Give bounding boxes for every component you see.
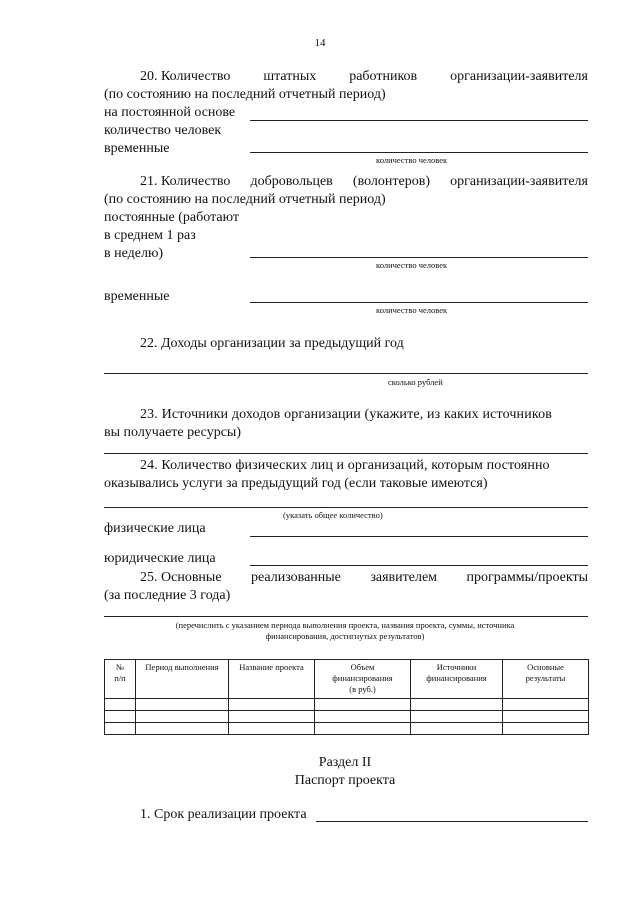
q20-temporary-label: временные (104, 141, 170, 156)
table-header-period: Период выполнения (136, 660, 229, 699)
q23-line1: 23. Источники доходов организации (укажите, из каких источников (140, 407, 552, 422)
table-header-amount: Объем финансирования (в руб.) (315, 660, 411, 699)
q20-permanent-count-label: количество человек (104, 123, 222, 138)
q24-line2: оказывались услуги за предыдущий год (если таковые имеются) (104, 476, 488, 491)
section-title: Раздел II (318, 755, 372, 770)
q20-line2: (по состоянию на последний отчетный период) (104, 87, 386, 102)
table-row (105, 699, 589, 711)
table-cell[interactable] (411, 711, 503, 723)
table-cell[interactable] (229, 711, 315, 723)
q21-permanent-label-2: в среднем 1 раз (104, 228, 196, 243)
table-cell[interactable] (411, 723, 503, 735)
table-cell[interactable] (105, 723, 136, 735)
q20-word: штатных (263, 69, 317, 84)
q25-word: заявителем (370, 570, 438, 585)
q20-word: организации-заявителя (450, 69, 588, 84)
q25-caption-line2: финансирования, достигнутых результатов) (265, 631, 425, 641)
table-cell[interactable] (229, 723, 315, 735)
q25-line1 (140, 569, 588, 587)
table-cell[interactable] (315, 723, 411, 735)
table-cell[interactable] (503, 699, 589, 711)
project-term-input[interactable] (316, 821, 588, 822)
q24-line1: 24. Количество физических лиц и организаций, которым постоянно (140, 458, 550, 473)
q24-legal-label: юридические лица (104, 551, 216, 566)
q22-input[interactable] (104, 373, 588, 374)
table-row (105, 723, 589, 735)
q24-legal-input[interactable] (250, 565, 588, 566)
q25-word: программы/проекты (466, 570, 588, 585)
project-term-label: 1. Срок реализации проекта (140, 807, 307, 822)
table-cell[interactable] (315, 699, 411, 711)
table-header-sources: Источники финансирования (411, 660, 503, 699)
q23-line2: вы получаете ресурсы) (104, 425, 241, 440)
projects-table (104, 659, 589, 735)
table-header-row (105, 660, 589, 699)
q22-caption: сколько рублей (388, 377, 443, 387)
table-header-name: Название проекта (229, 660, 315, 699)
table-cell[interactable] (136, 711, 229, 723)
q20-caption: количество человек (376, 155, 448, 165)
q21-word: (волонтеров) (352, 174, 430, 189)
q23-input[interactable] (104, 453, 588, 454)
q21-line2: (по состоянию на последний отчетный период) (104, 192, 386, 207)
q21-temporary-input[interactable] (250, 302, 588, 303)
table-header-results: Основные результаты (503, 660, 589, 699)
table-cell[interactable] (411, 699, 503, 711)
table-cell[interactable] (315, 711, 411, 723)
q24-caption: (указать общее количество) (283, 510, 383, 520)
q20-permanent-input[interactable] (250, 120, 588, 121)
q21-word: 21. Количество (140, 174, 231, 189)
q22-title: 22. Доходы организации за предыдущий год (140, 336, 404, 351)
table-cell[interactable] (105, 699, 136, 711)
q20-word: работников (349, 69, 418, 84)
q25-word: реализованные (251, 570, 341, 585)
q21-permanent-label-1: постоянные (работают (104, 210, 239, 225)
table-cell[interactable] (503, 723, 589, 735)
q20-line1 (140, 68, 588, 86)
table-header-number: № п/п (105, 660, 136, 699)
q24-individuals-input[interactable] (250, 536, 588, 537)
q21-permanent-label-3: в неделю) (104, 246, 164, 261)
page-number: 14 (314, 37, 326, 49)
q21-permanent-input[interactable] (250, 257, 588, 258)
table-cell[interactable] (503, 711, 589, 723)
q25-word: 25. Основные (140, 570, 222, 585)
table-cell[interactable] (136, 723, 229, 735)
q20-permanent-label: на постоянной основе (104, 105, 236, 120)
q25-caption-line1: (перечислить с указанием периода выполнения проекта, названия проекта, суммы, источника (175, 620, 515, 630)
q21-temporary-caption: количество человек (376, 305, 448, 315)
q21-permanent-caption: количество человек (376, 260, 448, 270)
q21-word: организации-заявителя (450, 174, 588, 189)
q24-input[interactable] (104, 507, 588, 508)
q21-word: добровольцев (250, 174, 333, 189)
q25-line2: (за последние 3 года) (104, 588, 231, 603)
q20-word: 20. Количество (140, 69, 231, 84)
q24-individuals-label: физические лица (104, 521, 206, 536)
q21-temporary-label: временные (104, 289, 170, 304)
table-cell[interactable] (229, 699, 315, 711)
q25-input[interactable] (104, 616, 588, 617)
q20-temporary-input[interactable] (250, 152, 588, 153)
q21-line1 (140, 173, 588, 191)
table-row (105, 711, 589, 723)
table-cell[interactable] (136, 699, 229, 711)
table-cell[interactable] (105, 711, 136, 723)
section-subtitle: Паспорт проекта (294, 773, 396, 788)
